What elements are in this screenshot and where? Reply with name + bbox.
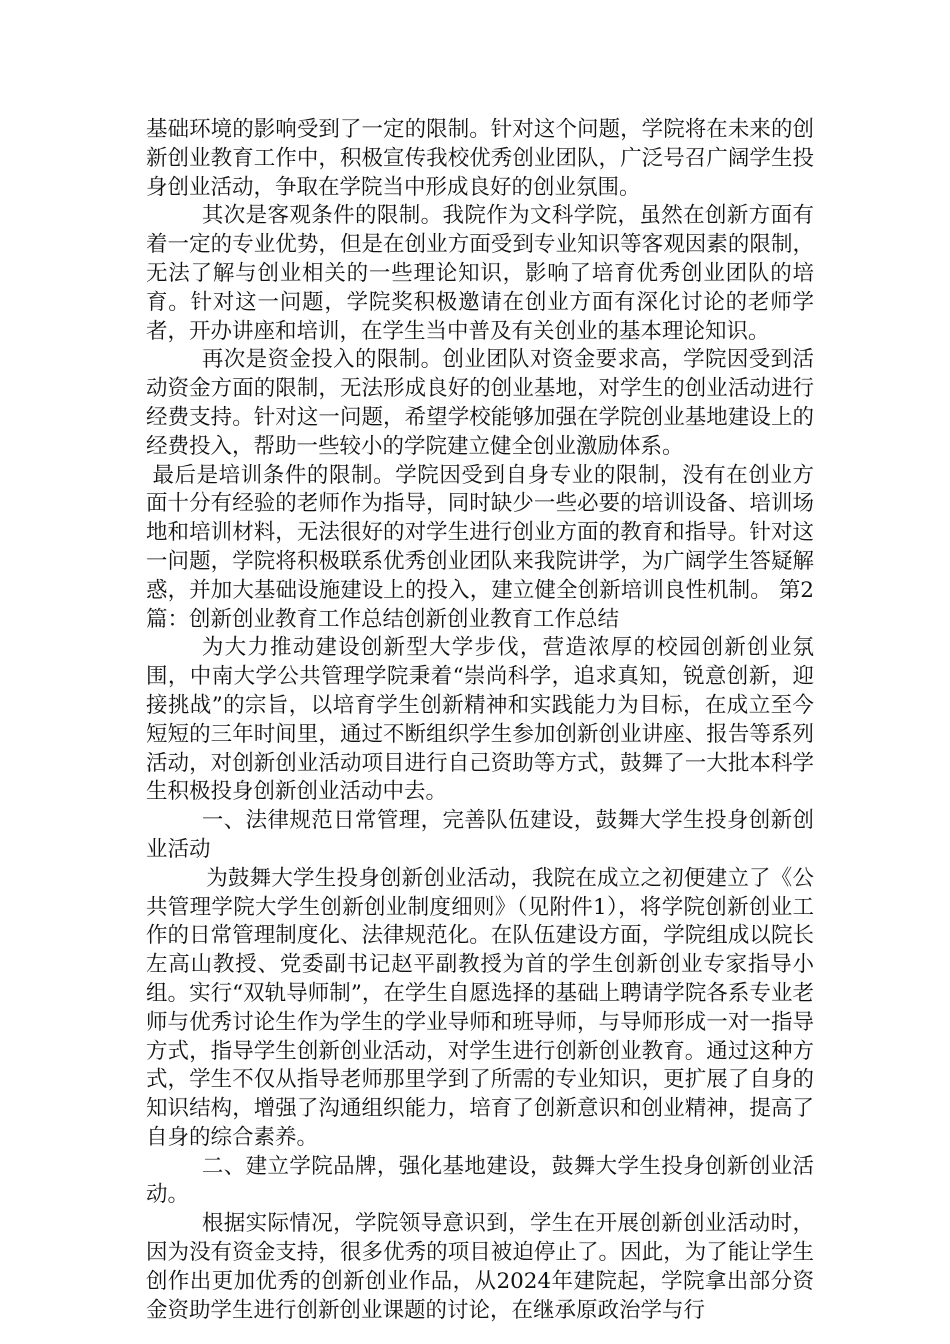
document-body [146,116,814,1325]
paragraph: 为鼓舞大学生投身创新创业活动，我院在成立之初便建立了《公共管理学院大学生创新创业制度细则》（见附件1），将学院创新创业工作的日常管理制度化、法律规范化。在队伍建设方面，学院组成以院长左高山教授、党委副书记赵平副教授为首的学生创新创业专家指导小组。实行“双轨导师制”，在学生自愿选择的基础上聘请学院各系专业老师与优秀讨论生作为学生的学业导师和班导师，与导师形成一对一指导方式，指导学生创新创业活动，对学生进行创新创业教育。通过这种方式，学生不仅从指导老师那里学到了所需的专业知识，更扩展了自身的知识结构，增强了沟通组织能力，培育了创新意识和创业精神，提高了自身的综合素养。 [146,865,814,1150]
paragraph: 基础环境的影响受到了一定的限制。针对这个问题，学院将在未来的创新创业教育工作中，积极宣传我校优秀创业团队，广泛号召广阔学生投身创业活动，争取在学院当中形成良好的创业氛围。 [146,117,814,200]
paragraph: 其次是客观条件的限制。我院作为文科学院，虽然在创新方面有着一定的专业优势，但是在创业方面受到专业知识等客观因素的限制，无法了解与创业相关的一些理论知识，影响了培育优秀创业团队的培育。针对这一问题，学院奖积极邀请在创业方面有深化讨论的老师学者，开办讲座和培训，在学生当中普及有关创业的基本理论知识。 [146,203,814,344]
section-heading: 一、法律规范日常管理，完善队伍建设，鼓舞大学生投身创新创业活动 [146,808,814,862]
paragraph: 再次是资金投入的限制。创业团队对资金要求高，学院因受到活动资金方面的限制，无法形成良好的创业基地，对学生的创业活动进行经费支持。针对这一问题，希望学校能够加强在学院创业基地建设上的经费投入，帮助一些较小的学院建立健全创业激励体系。 [146,347,814,459]
section-heading: 二、建立学院品牌，强化基地建设，鼓舞大学生投身创新创业活动。 [146,1153,814,1208]
paragraph: 根据实际情况，学院领导意识到，学生在开展创新创业活动时，因为没有资金支持，很多优秀的项目被迫停止了。因此，为了能让学生创作出更加优秀的创新创业作品，从2024年建院起，学院拿出部分资金资助学生进行创新创业课题的讨论，在继承原政治学与行 [146,1211,814,1323]
paragraph: 最后是培训条件的限制。学院因受到自身专业的限制，没有在创业方面十分有经验的老师作为指导，同时缺少一些必要的培训设备、培训场地和培训材料，无法很好的对学生进行创业方面的教育和指导。针对这一问题，学院将积极联系优秀创业团队来我院讲学，为广阔学生答疑解惑，并加大基础设施建设上的投入，建立健全创新培训良性机制。 第2篇：创新创业教育工作总结创新创业教育工作总结 [146,462,814,632]
paragraph: 为大力推动建设创新型大学步伐，营造浓厚的校园创新创业氛围，中南大学公共管理学院秉着“崇尚科学，追求真知，锐意创新，迎接挑战”的宗旨，以培育学生创新精神和实践能力为目标，在成立至今短短的三年时间里，通过不断组织学生参加创新创业讲座、报告等系列活动，对创新创业活动项目进行自己资助等方式，鼓舞了一大批本科学生积极投身创新创业活动中去。 [146,635,814,805]
